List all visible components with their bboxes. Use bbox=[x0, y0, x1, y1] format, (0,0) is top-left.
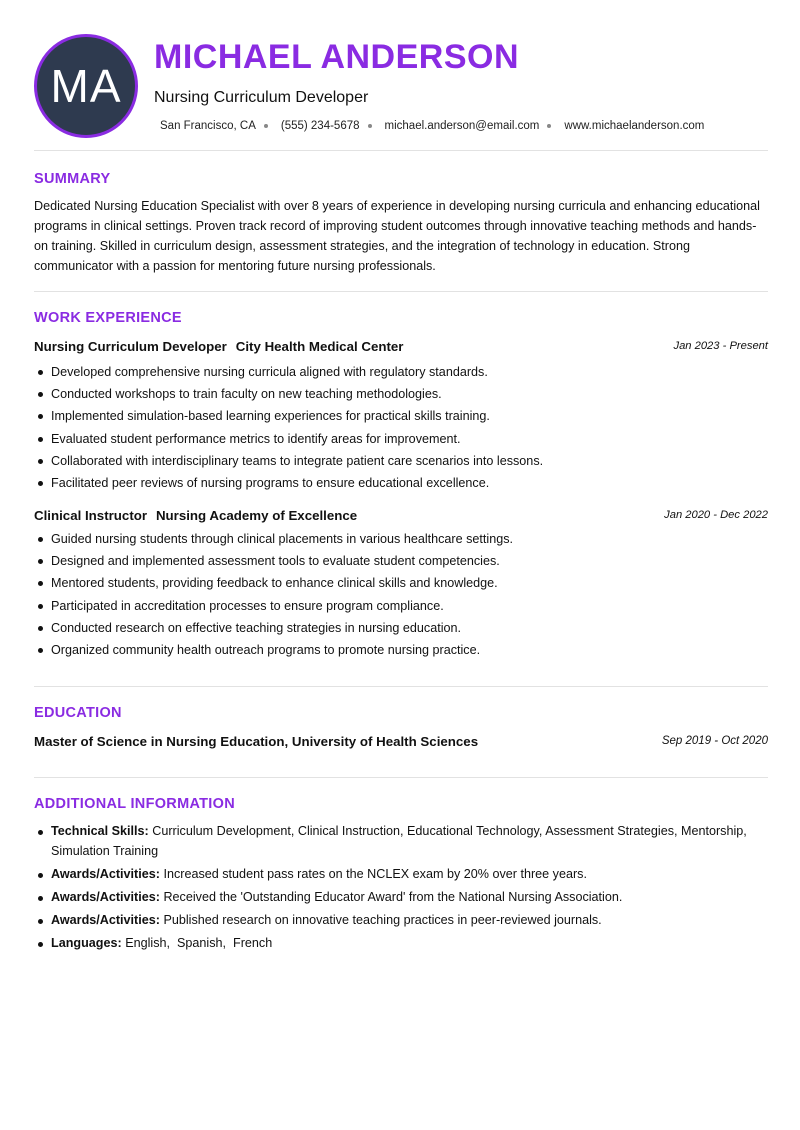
list-item: Facilitated peer reviews of nursing programs to ensure educational excellence. bbox=[34, 472, 768, 494]
list-item bbox=[34, 865, 768, 885]
job-company: Nursing Academy of Excellence bbox=[155, 508, 358, 523]
job-header bbox=[34, 507, 768, 525]
contact-email[interactable]: michael.anderson@email.com bbox=[384, 120, 540, 132]
summary-text: Dedicated Nursing Education Specialist with over 8 years of experience in developing nursing curricula and enhancing educational programs in clinical settings. Proven track record of improving student outcomes through innovative teaching methods and hands-on training. Skilled in curriculum design, assessment strategies, and the integration of technology in education. Strong communicator with a passion for mentoring future nursing professionals. bbox=[34, 199, 760, 273]
contact-info bbox=[160, 120, 704, 132]
job-role: Nursing Curriculum Developer bbox=[34, 339, 227, 354]
info-text: Received the 'Outstanding Educator Award' from the National Nursing Association. bbox=[163, 889, 623, 904]
job-dates: Jan 2020 - Dec 2022 bbox=[664, 509, 768, 521]
info-label: Awards/Activities: bbox=[51, 912, 160, 927]
additional-info-heading: ADDITIONAL INFORMATION bbox=[34, 796, 235, 812]
section-divider bbox=[34, 291, 768, 292]
list-item: Mentored students, providing feedback to enhance clinical skills and knowledge. bbox=[34, 572, 768, 594]
contact-phone: (555) 234-5678 bbox=[280, 120, 360, 132]
contact-website[interactable]: www.michaelanderson.com bbox=[564, 120, 705, 132]
info-text: Increased student pass rates on the NCLEX exam by 20% over three years. bbox=[163, 866, 587, 881]
info-text: Curriculum Development, Clinical Instruction, Educational Technology, Assessment Strategies, Mentorship, Simulation Training bbox=[51, 824, 747, 858]
info-label: Awards/Activities: bbox=[51, 889, 160, 904]
list-item: Implemented simulation-based learning experiences for practical skills training. bbox=[34, 405, 768, 427]
info-label: Languages: bbox=[51, 935, 122, 950]
section-divider bbox=[34, 777, 768, 778]
list-item: Designed and implemented assessment tools to evaluate student competencies. bbox=[34, 550, 768, 572]
section-divider bbox=[34, 686, 768, 687]
info-label: Technical Skills: bbox=[51, 824, 149, 838]
resume-header bbox=[34, 34, 768, 138]
education-dates: Sep 2019 - Oct 2020 bbox=[661, 735, 768, 747]
info-label: Awards/Activities: bbox=[51, 866, 160, 881]
list-item bbox=[34, 822, 768, 861]
work-experience-heading: WORK EXPERIENCE bbox=[34, 310, 182, 326]
job-dates: Jan 2023 - Present bbox=[673, 340, 768, 352]
additional-info-list bbox=[34, 822, 768, 957]
list-item bbox=[34, 888, 768, 908]
education-heading: EDUCATION bbox=[34, 705, 122, 721]
list-item: Developed comprehensive nursing curricula aligned with regulatory standards. bbox=[34, 361, 768, 383]
list-item: Organized community health outreach programs to promote nursing practice. bbox=[34, 639, 768, 661]
separator-dot-icon bbox=[547, 124, 551, 128]
info-text: Published research on innovative teaching practices in peer-reviewed journals. bbox=[163, 912, 602, 927]
list-item bbox=[34, 911, 768, 931]
job-header bbox=[34, 338, 768, 356]
avatar bbox=[34, 34, 138, 138]
summary-heading: SUMMARY bbox=[34, 171, 111, 187]
candidate-name: MICHAEL ANDERSON bbox=[154, 38, 520, 76]
separator-dot-icon bbox=[264, 124, 268, 128]
education-entry bbox=[34, 733, 768, 751]
list-item: Collaborated with interdisciplinary teams to integrate patient care scenarios into lessons. bbox=[34, 450, 768, 472]
avatar-initials: MA bbox=[50, 60, 122, 112]
job-company: City Health Medical Center bbox=[235, 339, 404, 354]
job-bullet-list bbox=[34, 361, 768, 494]
list-item: Participated in accreditation processes to ensure program compliance. bbox=[34, 595, 768, 617]
section-divider bbox=[34, 150, 768, 151]
list-item: Conducted research on effective teaching strategies in nursing education. bbox=[34, 617, 768, 639]
list-item: Guided nursing students through clinical placements in various healthcare settings. bbox=[34, 528, 768, 550]
education-degree: Master of Science in Nursing Education, University of Health Sciences bbox=[34, 734, 479, 749]
list-item: Conducted workshops to train faculty on new teaching methodologies. bbox=[34, 383, 768, 405]
job-role: Clinical Instructor bbox=[34, 508, 148, 523]
job-bullet-list bbox=[34, 528, 768, 661]
list-item: Evaluated student performance metrics to identify areas for improvement. bbox=[34, 428, 768, 450]
info-text: English, Spanish, French bbox=[125, 935, 273, 950]
contact-location: San Francisco, CA bbox=[160, 120, 256, 132]
candidate-title: Nursing Curriculum Developer bbox=[154, 89, 369, 106]
list-item bbox=[34, 934, 768, 954]
separator-dot-icon bbox=[368, 124, 372, 128]
